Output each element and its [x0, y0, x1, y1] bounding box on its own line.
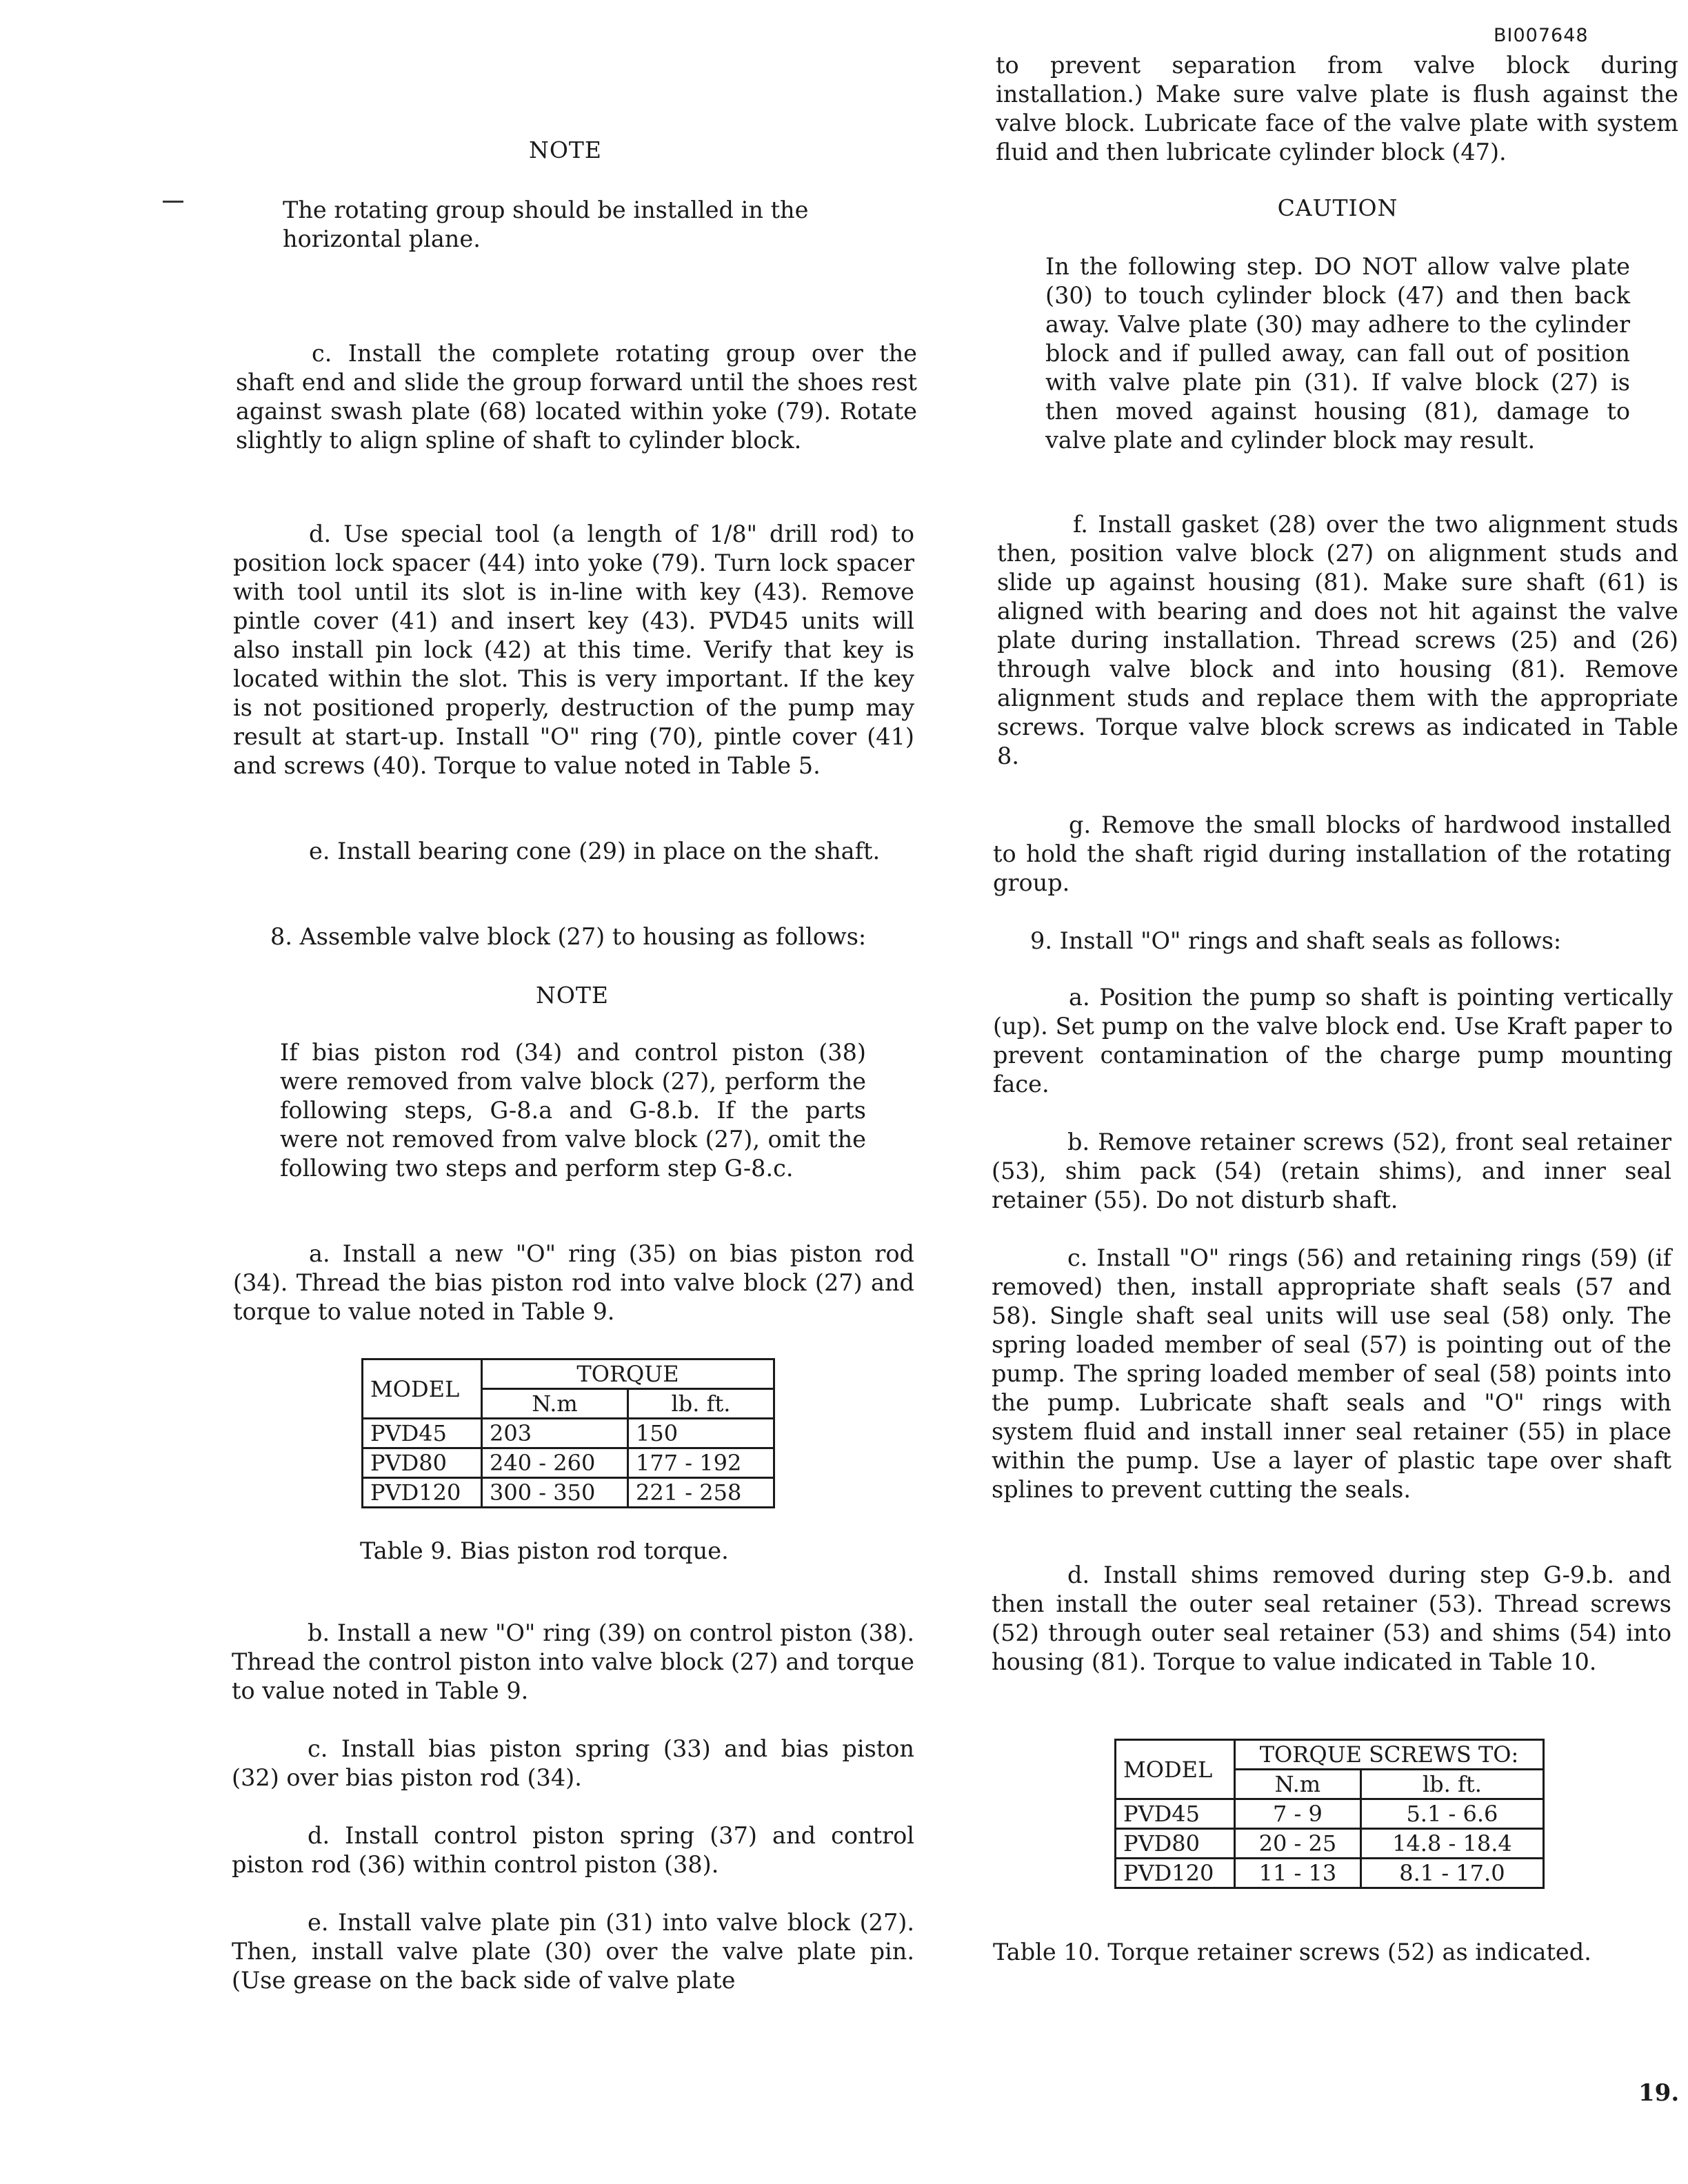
nm-cell: 203	[482, 1419, 628, 1448]
table-header-model: MODEL	[363, 1359, 482, 1419]
table-header-nm: N.m	[482, 1389, 628, 1419]
table-9	[361, 1358, 775, 1508]
nm-cell: 300 - 350	[482, 1478, 628, 1508]
note-heading: NOTE	[528, 136, 603, 163]
model-cell: PVD80	[1116, 1829, 1235, 1859]
page-number: 19.	[1638, 2079, 1680, 2107]
table-row	[363, 1419, 774, 1448]
step-9b: b. Remove retainer screws (52), front seal retainer (53), shim pack (54) (retain shims), and inner seal retainer (55). Do not disturb shaft.	[992, 1129, 1671, 1213]
model-cell: PVD120	[363, 1478, 482, 1508]
step-8f: f. Install gasket (28) over the two alignment studs then, position valve block (27) on alignment studs and slide up against housing (81). Make sure shaft (61) is aligned with bearing and does not hit against the valve plate during installation. Thread screws (25) and (26) through valve block and into housing (81). Remove alignment studs and replace them with the appropriate screws. Torque valve block screws as indicated in Table 8.	[997, 511, 1678, 769]
step-8e-continued: to prevent separation from valve block during installation.) Make sure valve plate is flush against the valve block. Lubricate face of the valve plate with system fluid and then lubricate cylinder block (47).	[996, 52, 1678, 165]
lbft-cell: 14.8 - 18.4	[1360, 1829, 1543, 1859]
note-heading: NOTE	[535, 982, 610, 1009]
table-header-lbft: lb. ft.	[628, 1389, 774, 1419]
table-row	[363, 1478, 774, 1508]
model-cell: PVD45	[363, 1419, 482, 1448]
step-8: 8. Assemble valve block (27) to housing as follows:	[270, 923, 867, 950]
caution-heading: CAUTION	[1277, 194, 1398, 221]
table-header-lbft: lb. ft.	[1360, 1770, 1543, 1799]
step-9c: c. Install "O" rings (56) and retaining rings (59) (if removed) then, install appropriate shaft seals (57 and 58). Single shaft seal units will use seal (58) only. The spring loaded member of seal (57) is pointing out of the pump. The spring loaded member of seal (58) points into the pump. Lubricate shaft seals and "O" rings with system fluid and install inner seal retainer (55) in place within the pump. Use a layer of plastic tape over shaft splines to prevent cutting the seals.	[992, 1244, 1671, 1503]
nm-cell: 11 - 13	[1235, 1859, 1361, 1888]
note-text: The rotating group should be installed in the horizontal plane.	[283, 196, 809, 252]
caution-text: In the following step. DO NOT allow valve plate (30) to touch cylinder block (47) and then back away. Valve plate (30) may adhere to the cylinder block and if pulled away, can fall out of position with valve plate pin (31). If valve block (27) is then moved against housing (81), damage to valve plate and cylinder block may result.	[1045, 253, 1630, 454]
table-header-torque: TORQUE SCREWS TO:	[1235, 1740, 1544, 1770]
step-8e: e. Install valve plate pin (31) into valve block (27). Then, install valve plate (30) over the valve plate pin. (Use grease on the back side of valve plate	[232, 1909, 914, 1994]
nm-cell: 240 - 260	[482, 1448, 628, 1478]
note-text: If bias piston rod (34) and control piston (38) were removed from valve block (27), perform the following steps, G-8.a and G-8.b. If the parts were not removed from valve block (27), omit the following two steps and perform step G-8.c.	[280, 1039, 866, 1182]
table-row	[1116, 1859, 1544, 1888]
model-cell: PVD120	[1116, 1859, 1235, 1888]
model-cell: PVD45	[1116, 1799, 1235, 1829]
step-8g: g. Remove the small blocks of hardwood installed to hold the shaft rigid during installation of the rotating group.	[993, 811, 1671, 896]
nm-cell: 20 - 25	[1235, 1829, 1361, 1859]
table-row	[1116, 1799, 1544, 1829]
step-8c: c. Install bias piston spring (33) and bias piston (32) over bias piston rod (34).	[232, 1735, 914, 1791]
table-header-nm: N.m	[1235, 1770, 1361, 1799]
step-8d: d. Install control piston spring (37) and control piston rod (36) within control piston (38).	[232, 1822, 914, 1878]
table-header-torque: TORQUE	[482, 1359, 774, 1389]
step-9d: d. Install shims removed during step G-9.b. and then install the outer seal retainer (53). Thread screws (52) through outer seal retainer (53) and shims (54) into housing (81). Torque to value indicated in Table 10.	[992, 1561, 1671, 1675]
lbft-cell: 177 - 192	[628, 1448, 774, 1478]
step-8a: a. Install a new "O" ring (35) on bias piston rod (34). Thread the bias piston rod into valve block (27) and torque to value noted in Table 9.	[233, 1240, 914, 1325]
document-id: BI007648	[1494, 25, 1589, 46]
step-7c: c. Install the complete rotating group over the shaft end and slide the group forward until the shoes rest against swash plate (68) located within yoke (79). Rotate slightly to align spline of shaft to cylinder block.	[236, 340, 917, 454]
margin-mark	[163, 201, 183, 203]
table-header-model: MODEL	[1116, 1740, 1235, 1799]
table-10	[1114, 1739, 1545, 1889]
model-cell: PVD80	[363, 1448, 482, 1478]
lbft-cell: 221 - 258	[628, 1478, 774, 1508]
lbft-cell: 5.1 - 6.6	[1360, 1799, 1543, 1829]
step-9: 9. Install "O" rings and shaft seals as follows:	[1030, 927, 1562, 954]
table-row	[1116, 1829, 1544, 1859]
table-row	[363, 1448, 774, 1478]
nm-cell: 7 - 9	[1235, 1799, 1361, 1829]
table-9-caption: Table 9. Bias piston rod torque.	[360, 1537, 729, 1564]
step-8b: b. Install a new "O" ring (39) on control piston (38). Thread the control piston into valve block (27) and torque to value noted in Table 9.	[232, 1619, 914, 1704]
lbft-cell: 8.1 - 17.0	[1360, 1859, 1543, 1888]
step-7e: e. Install bearing cone (29) in place on the shaft.	[309, 838, 881, 865]
table-10-caption: Table 10. Torque retainer screws (52) as indicated.	[993, 1939, 1591, 1965]
step-7d: d. Use special tool (a length of 1/8" drill rod) to position lock spacer (44) into yoke (79). Turn lock spacer with tool until its slot is in-line with key (43). Remove pintle cover (41) and insert key (43). PVD45 units will also install pin lock (42) at this time. Verify that key is located within the slot. This is very important. If the key is not positioned properly, destruction of the pump may result at start-up. Install "O" ring (70), pintle cover (41) and screws (40). Torque to value noted in Table 5.	[233, 520, 914, 779]
lbft-cell: 150	[628, 1419, 774, 1448]
step-9a: a. Position the pump so shaft is pointing vertically (up). Set pump on the valve block end. Use Kraft paper to prevent contamination of the charge pump mounting face.	[993, 984, 1673, 1098]
